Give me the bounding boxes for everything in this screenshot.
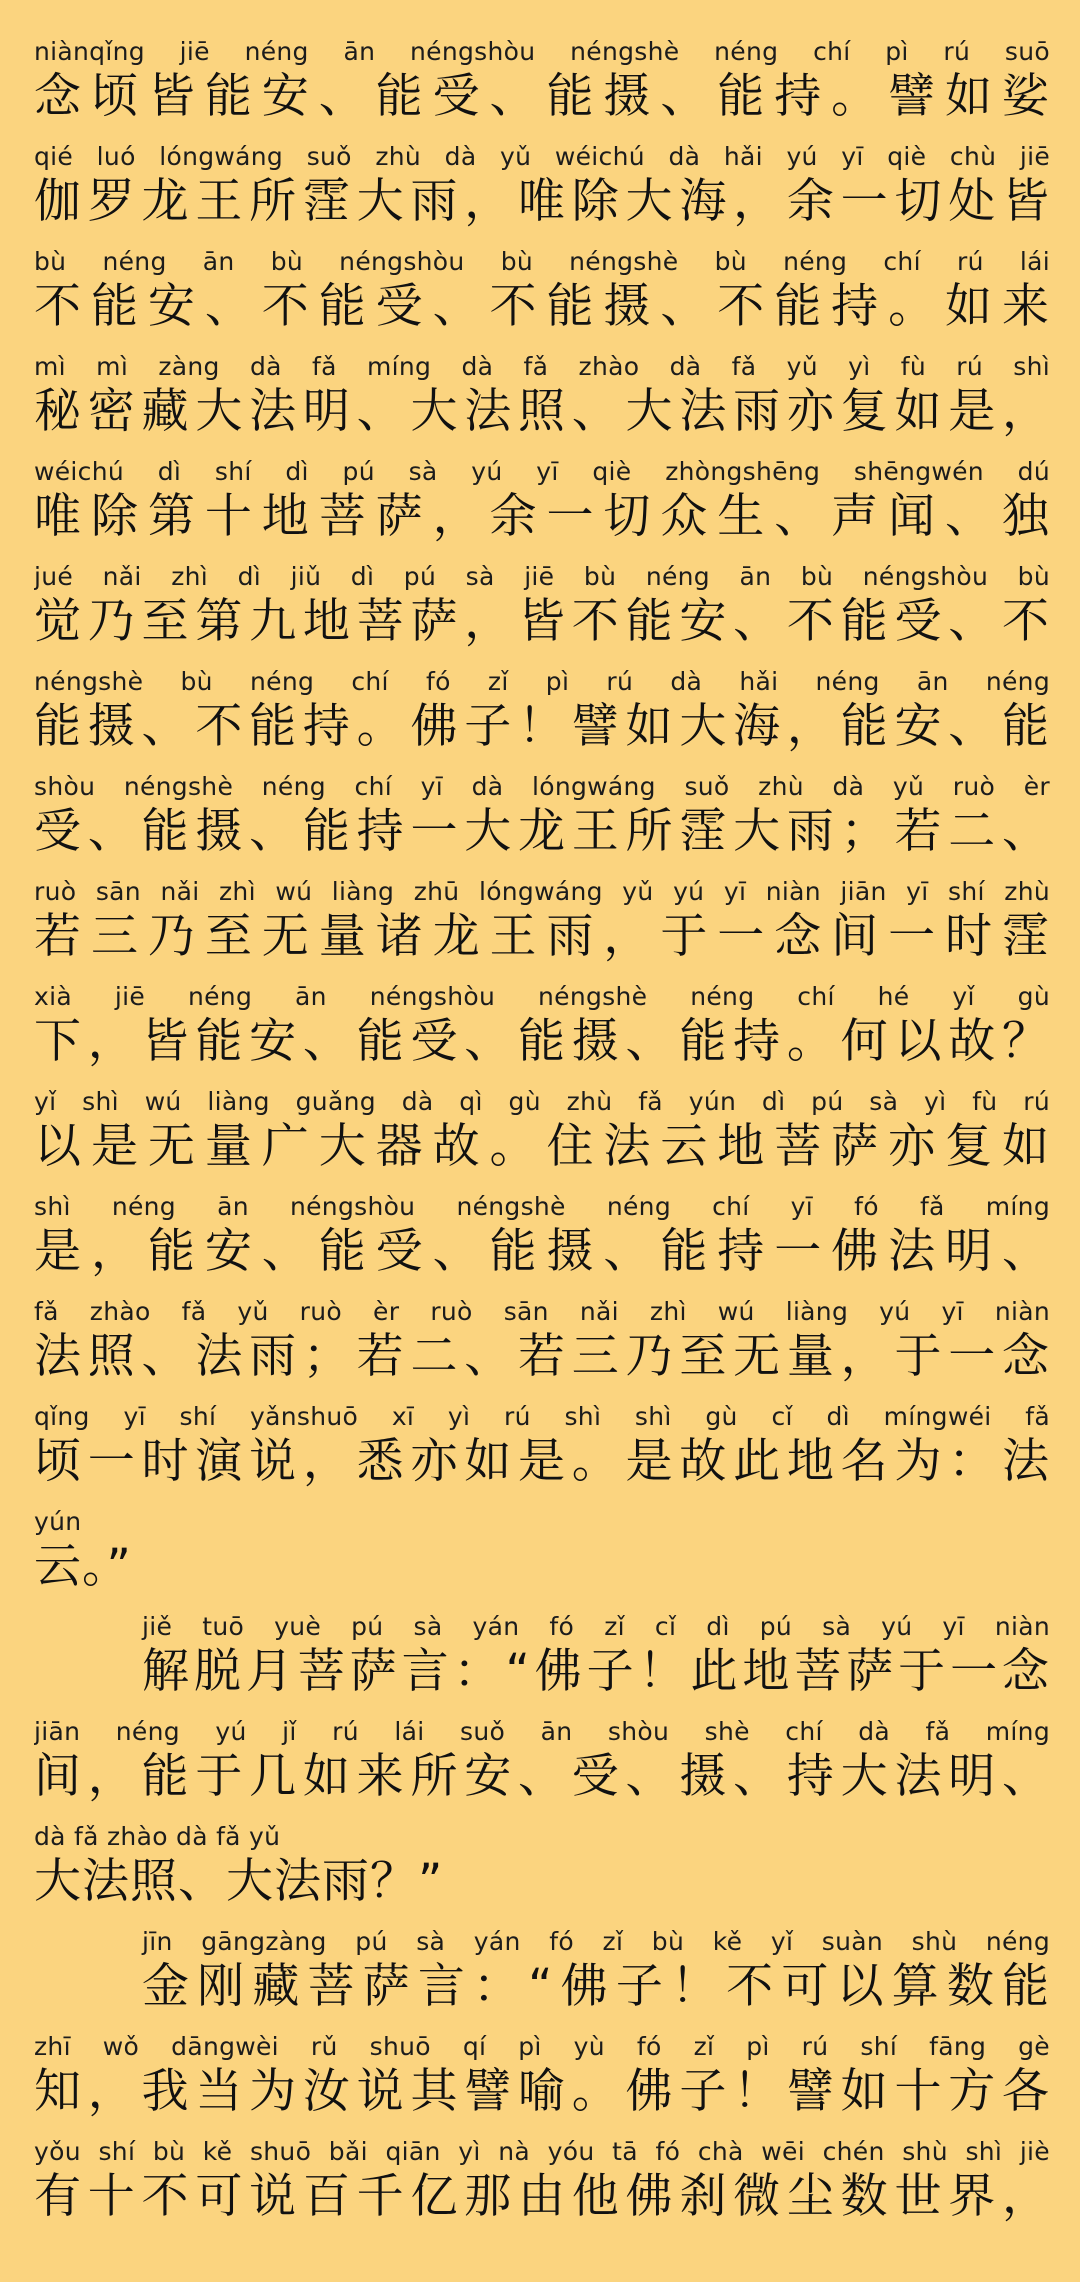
chinese-text: 有十不可说百千亿那由他佛刹微尘数世界， — [34, 2169, 1050, 2224]
pinyin-annotation: néngshè bù néng chí fó zǐ pì rú dà hǎi néng ān néng — [34, 668, 1050, 696]
pinyin-annotation: fǎ zhào fǎ yǔ ruò èr ruò sān nǎi zhì wú liàng yú yī niàn — [34, 1298, 1050, 1326]
pinyin-annotation: yún — [34, 1508, 82, 1536]
pinyin-annotation: jiě tuō yuè pú sà yán fó zǐ cǐ dì pú sà yú yī niàn — [142, 1613, 1050, 1641]
verse-line — [34, 773, 1050, 878]
verse-line — [34, 458, 1050, 563]
pinyin-annotation: bù néng ān bù néngshòu bù néngshè bù néng chí rú lái — [34, 248, 1050, 276]
pinyin-annotation: niànqǐng jiē néng ān néngshòu néngshè néng chí pì rú suō — [34, 38, 1050, 66]
verse-line — [34, 1823, 1050, 1928]
chinese-text: 解脱月菩萨言：“佛子！此地菩萨于一念 — [142, 1644, 1050, 1699]
verse-line — [34, 668, 1050, 773]
pinyin-annotation: qié luó lóngwáng suǒ zhù dà yǔ wéichú dà hǎi yú yī qiè chù jiē — [34, 143, 1050, 171]
verse-line — [34, 248, 1050, 353]
chinese-text: 伽罗龙王所霔大雨，唯除大海，余一切处皆 — [34, 174, 1050, 229]
chinese-text: 若三乃至无量诸龙王雨，于一念间一时霔 — [34, 909, 1050, 964]
pinyin-annotation: dà fǎ zhào dà fǎ yǔ — [34, 1823, 281, 1851]
pinyin-annotation: jué nǎi zhì dì jiǔ dì pú sà jiē bù néng ān bù néngshòu bù — [34, 563, 1050, 591]
chinese-text: 法照、法雨；若二、若三乃至无量，于一念 — [34, 1329, 1050, 1384]
verse-line — [34, 1718, 1050, 1823]
verse-line — [34, 983, 1050, 1088]
pinyin-annotation: shòu néngshè néng chí yī dà lóngwáng suǒ zhù dà yǔ ruò èr — [34, 773, 1050, 801]
verse-line — [34, 143, 1050, 248]
chinese-text: 大法照、大法雨？” — [34, 1854, 444, 1909]
verse-line — [34, 1088, 1050, 1193]
pinyin-annotation: xià jiē néng ān néngshòu néngshè néng chí hé yǐ gù — [34, 983, 1050, 1011]
verse-line — [34, 1928, 1050, 2033]
verse-line — [34, 1508, 1050, 1613]
chinese-text: 知，我当为汝说其譬喻。佛子！譬如十方各 — [34, 2064, 1050, 2119]
chinese-text: 是，能安、能受、能摄、能持一佛法明、 — [34, 1224, 1050, 1279]
chinese-text: 下，皆能安、能受、能摄、能持。何以故？ — [34, 1014, 1050, 1069]
chinese-text: 唯除第十地菩萨，余一切众生、声闻、独 — [34, 489, 1050, 544]
verse-line — [34, 2138, 1050, 2243]
verse-line — [34, 353, 1050, 458]
chinese-text: 念顷皆能安、能受、能摄、能持。譬如娑 — [34, 69, 1050, 124]
verse-line — [34, 38, 1050, 143]
pinyin-annotation: qǐng yī shí yǎnshuō xī yì rú shì shì gù cǐ dì míngwéi fǎ — [34, 1403, 1050, 1431]
chinese-text: 云。” — [34, 1539, 132, 1594]
chinese-text: 能摄、不能持。佛子！譬如大海，能安、能 — [34, 699, 1050, 754]
verse-line — [34, 2033, 1050, 2138]
chinese-text: 不能安、不能受、不能摄、不能持。如来 — [34, 279, 1050, 334]
chinese-text: 间，能于几如来所安、受、摄、持大法明、 — [34, 1749, 1050, 1804]
pinyin-annotation: ruò sān nǎi zhì wú liàng zhū lóngwáng yǔ yú yī niàn jiān yī shí zhù — [34, 878, 1050, 906]
pinyin-annotation: zhī wǒ dāngwèi rǔ shuō qí pì yù fó zǐ pì rú shí fāng gè — [34, 2033, 1050, 2061]
verse-line — [34, 1613, 1050, 1718]
chinese-text: 以是无量广大器故。住法云地菩萨亦复如 — [34, 1119, 1050, 1174]
verse-line — [34, 563, 1050, 668]
chinese-text: 觉乃至第九地菩萨，皆不能安、不能受、不 — [34, 594, 1050, 649]
pinyin-annotation: jīn gāngzàng pú sà yán fó zǐ bù kě yǐ suàn shù néng — [142, 1928, 1050, 1956]
chinese-text: 秘密藏大法明、大法照、大法雨亦复如是， — [34, 384, 1050, 439]
pinyin-annotation: mì mì zàng dà fǎ míng dà fǎ zhào dà fǎ yǔ yì fù rú shì — [34, 353, 1050, 381]
chinese-text: 受、能摄、能持一大龙王所霔大雨；若二、 — [34, 804, 1050, 859]
pinyin-annotation: wéichú dì shí dì pú sà yú yī qiè zhòngshēng shēngwén dú — [34, 458, 1050, 486]
verse-line — [34, 878, 1050, 983]
pinyin-annotation: shì néng ān néngshòu néngshè néng chí yī fó fǎ míng — [34, 1193, 1050, 1221]
pinyin-annotation: jiān néng yú jǐ rú lái suǒ ān shòu shè chí dà fǎ míng — [34, 1718, 1050, 1746]
pinyin-annotation: yǐ shì wú liàng guǎng dà qì gù zhù fǎ yún dì pú sà yì fù rú — [34, 1088, 1050, 1116]
verse-line — [34, 1403, 1050, 1508]
chinese-text: 顷一时演说，悉亦如是。是故此地名为：法 — [34, 1434, 1050, 1489]
pinyin-annotation: yǒu shí bù kě shuō bǎi qiān yì nà yóu tā fó chà wēi chén shù shì jiè — [34, 2138, 1050, 2166]
verse-line — [34, 1193, 1050, 1298]
verse-line — [34, 1298, 1050, 1403]
chinese-text: 金刚藏菩萨言：“佛子！不可以算数能 — [142, 1959, 1050, 2014]
